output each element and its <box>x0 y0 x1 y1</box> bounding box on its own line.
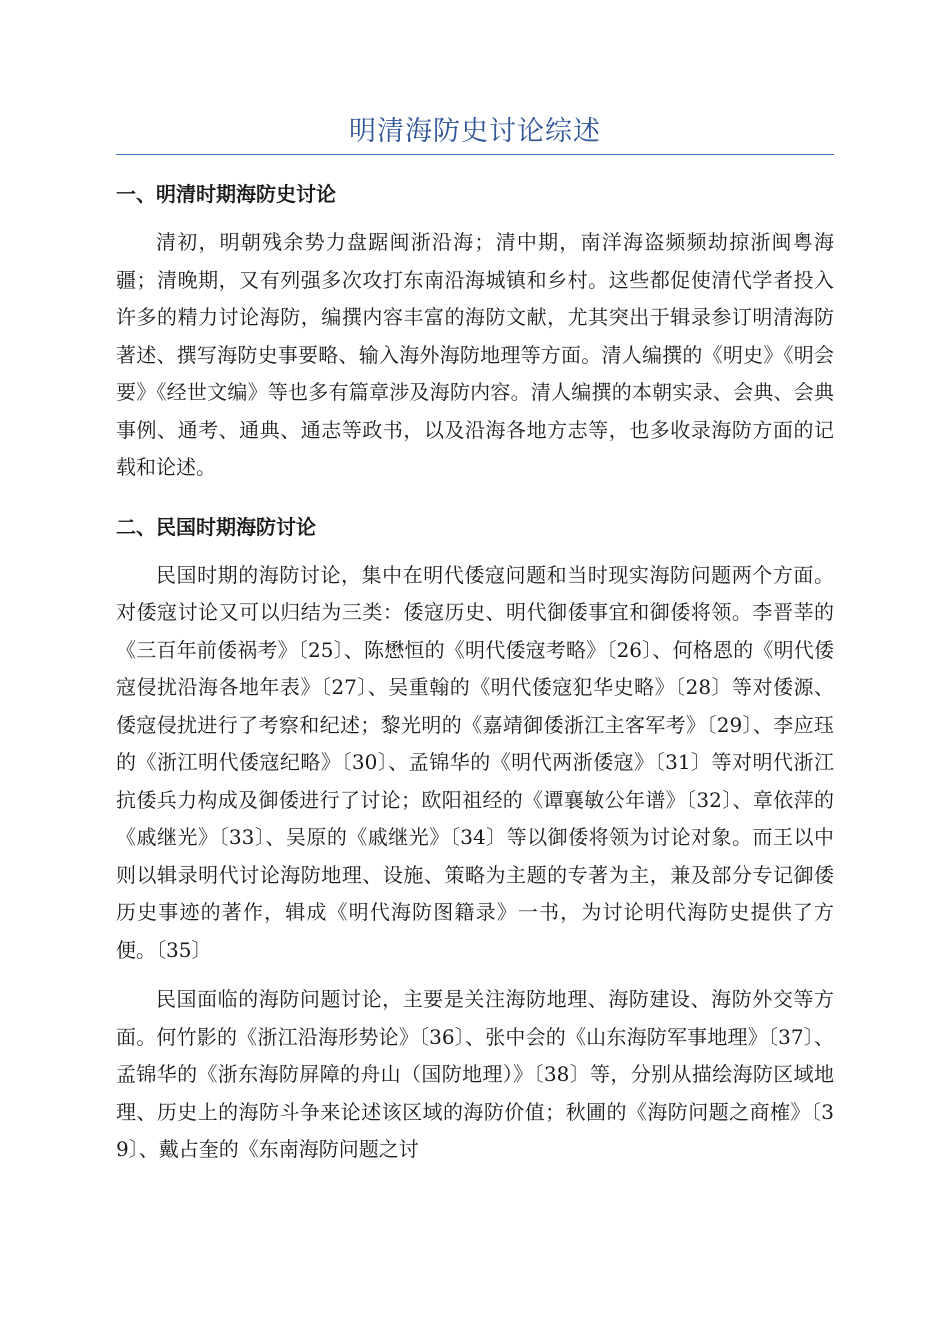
title-underline <box>116 154 834 155</box>
section-heading-qing: 一、明清时期海防史讨论 <box>116 182 336 206</box>
document-title: 明清海防史讨论综述 <box>349 116 601 147</box>
paragraph-republic-coastal-defense: 民国面临的海防问题讨论，主要是关注海防地理、海防建设、海防外交等方面。何竹影的《浙江沿海形势论》〔36〕、张中会的《山东海防军事地理》〔37〕、孟锦华的《浙东海防屏障的舟山（国防地理）》〔38〕等，分别从描绘海防区域地理、历史上的海防斗争来论述该区域的海防价值；秋圃的《海防问题之商榷》〔39〕、戴占奎的《东南海防问题之讨 <box>116 987 834 1161</box>
paragraph-republic-wokou: 民国时期的海防讨论，集中在明代倭寇问题和当时现实海防问题两个方面。对倭寇讨论又可以归结为三类：倭寇历史、明代御倭事宜和御倭将领。李晋莘的《三百年前倭祸考》〔25〕、陈懋恒的《明代倭寇考略》〔26〕、何格恩的《明代倭寇侵扰沿海各地年表》〔27〕、吴重翰的《明代倭寇犯华史略》〔28〕等对倭源、倭寇侵扰进行了考察和纪述；黎光明的《嘉靖御倭浙江主客军考》〔29〕、李应珏的《浙江明代倭寇纪略》〔30〕、孟锦华的《明代两浙倭寇》〔31〕等对明代浙江抗倭兵力构成及御倭进行了讨论；欧阳祖经的《谭襄敏公年谱》〔32〕、章依萍的《戚继光》〔33〕、吴原的《戚继光》〔34〕等以御倭将领为讨论对象。而王以中则以辑录明代讨论海防地理、设施、策略为主题的专著为主，兼及部分专记御倭历史事迹的著作，辑成《明代海防图籍录》一书，为讨论明代海防史提供了方便。〔35〕 <box>116 562 834 962</box>
document-body <box>116 176 834 1183</box>
paragraph-qing-overview: 清初，明朝残余势力盘踞闽浙沿海；清中期，南洋海盗频频劫掠浙闽粤海疆；清晚期，又有列强多次攻打东南沿海城镇和乡村。这些都促使清代学者投入许多的精力讨论海防，编撰内容丰富的海防文献，尤其突出于辑录参订明清海防著述、撰写海防史事要略、输入海外海防地理等方面。清人编撰的《明史》《明会要》《经世文编》等也多有篇章涉及海防内容。清人编撰的本朝实录、会典、会典事例、通考、通典、通志等政书，以及沿海各地方志等，也多收录海防方面的记载和论述。 <box>116 230 834 479</box>
section-heading-republic: 二、民国时期海防讨论 <box>116 514 316 539</box>
